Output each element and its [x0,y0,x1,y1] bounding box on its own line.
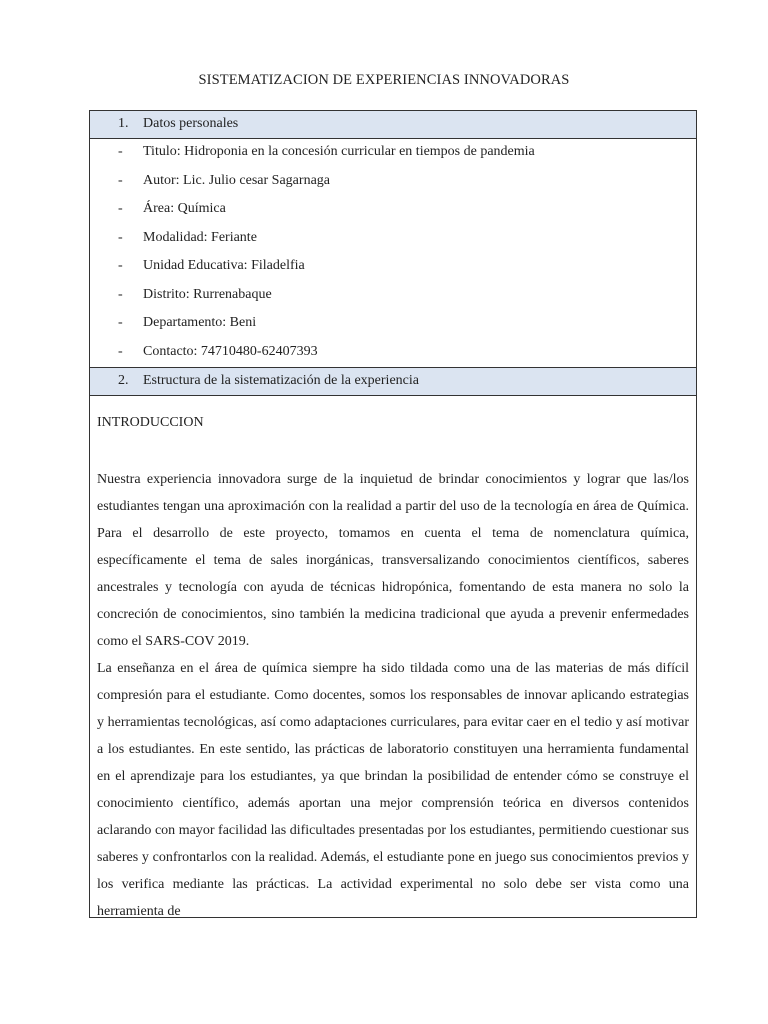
list-bullet: - [118,258,123,273]
list-item [90,168,696,197]
section-label: Estructura de la sistematización de la experiencia [143,373,419,388]
detail-district: Distrito: Rurrenabaque [143,286,272,302]
paragraph: Nuestra experiencia innovadora surge de la inquietud de brindar conocimientos y lograr que las/los estudiantes tengan una aproximación con la realidad a partir del uso de la tecnología en área de Química. Para el desarrollo de este proyecto, tomamos en cuenta el tema de nomenclatura química, específicamente el tema de sales inorgánicas, transversalizando conocimientos científicos, saberes ancestrales y tecnología con ayuda de técnicas hidropónica, fomentando de esta manera no solo la concreción de conocimientos, sino también la medicina tradicional que ayuda a prevenir enfermedades como el SARS-COV 2019. [97,472,689,649]
intro-body [97,466,689,918]
section-number: 2. [118,373,129,388]
list-item [90,225,696,254]
list-item [90,310,696,339]
detail-title: Titulo: Hidroponia en la concesión curricular en tiempos de pandemia [143,144,535,159]
detail-author: Autor: Lic. Julio cesar Sagarnaga [143,172,330,188]
document-table [89,110,697,918]
list-item [90,339,696,368]
page-title: SISTEMATIZACION DE EXPERIENCIAS INNOVADORAS [198,72,570,88]
detail-area: Área: Química [143,201,226,216]
list-bullet: - [118,315,123,330]
list-bullet: - [118,144,123,159]
section-number: 1. [118,116,129,131]
personal-details-list [90,139,696,367]
list-bullet: - [118,172,123,188]
list-item [90,253,696,282]
list-bullet: - [118,201,123,216]
section-header-structure [90,367,696,396]
list-bullet: - [118,229,123,245]
section-header-personal-data [90,111,696,139]
list-item [90,282,696,311]
intro-heading: INTRODUCCION [97,415,204,430]
detail-modality: Modalidad: Feriante [143,229,257,245]
list-item [90,196,696,225]
detail-department: Departamento: Beni [143,315,257,330]
detail-contact: Contacto: 74710480-62407393 [143,343,318,359]
list-bullet: - [118,343,123,359]
section-label: Datos personales [143,116,239,131]
list-item [90,139,696,168]
list-bullet: - [118,286,123,302]
detail-school: Unidad Educativa: Filadelfia [143,258,305,273]
paragraph: La enseñanza en el área de química siempre ha sido tildada como una de las materias de más difícil compresión para el estudiante. Como docentes, somos los responsables de innovar aplicando estrategias y herramientas tecnológicas, así como adaptaciones curriculares, para evitar caer en el tedio y así motivar a los estudiantes. En este sentido, las prácticas de laboratorio constituyen una herramienta fundamental en el aprendizaje para los estudiantes, ya que brindan la posibilidad de entender cómo se construye el conocimiento científico, además aportan una mejor comprensión teórica en diversos contenidos aclarando con mayor facilidad las dificultades presentadas por los estudiantes, permitiendo cuestionar sus saberes y confrontarlos con la realidad. Además, el estudiante pone en juego sus conocimientos previos y los verifica mediante las prácticas. La actividad experimental no solo debe ser vista como una herramienta de [97,661,689,918]
